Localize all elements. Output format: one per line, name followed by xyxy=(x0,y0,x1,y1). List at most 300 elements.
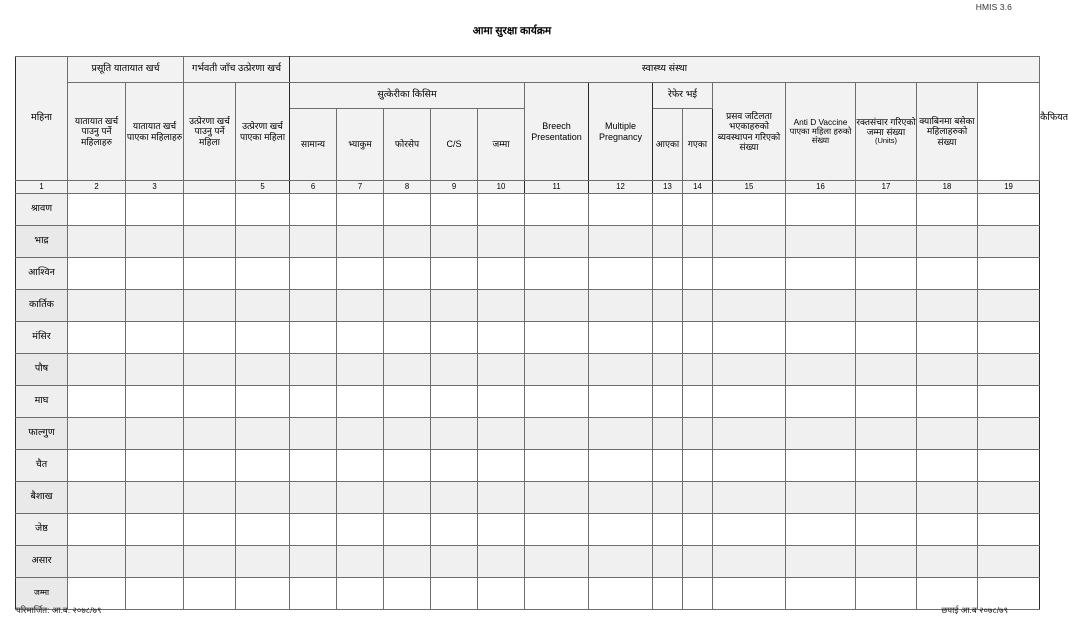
data-cell[interactable] xyxy=(683,546,713,578)
data-cell[interactable] xyxy=(236,194,290,226)
data-cell[interactable] xyxy=(713,354,786,386)
header-anc-incentive-cost: गर्भवती जाँच उत्प्रेरणा खर्च xyxy=(184,57,290,83)
data-cell[interactable] xyxy=(653,194,683,226)
header-col-13: आएका xyxy=(653,109,683,181)
colnum-11: 11 xyxy=(525,181,589,194)
data-cell[interactable] xyxy=(236,386,290,418)
data-cell[interactable] xyxy=(236,482,290,514)
data-cell[interactable] xyxy=(431,354,478,386)
data-cell[interactable] xyxy=(856,258,917,290)
data-cell[interactable] xyxy=(917,386,978,418)
data-cell[interactable] xyxy=(786,514,856,546)
data-cell[interactable] xyxy=(653,450,683,482)
data-cell[interactable] xyxy=(589,194,653,226)
data-cell[interactable] xyxy=(786,290,856,322)
data-cell[interactable] xyxy=(978,194,1040,226)
header-col-4: उत्प्रेरणा खर्च पाउनु पर्ने महिला xyxy=(184,83,236,181)
data-cell[interactable] xyxy=(478,226,525,258)
data-cell[interactable] xyxy=(184,546,236,578)
data-cell[interactable] xyxy=(184,578,236,610)
data-cell[interactable] xyxy=(68,482,126,514)
data-cell[interactable] xyxy=(290,322,337,354)
data-cell[interactable] xyxy=(786,578,856,610)
data-cell[interactable] xyxy=(683,354,713,386)
data-cell[interactable] xyxy=(478,194,525,226)
data-cell[interactable] xyxy=(337,226,384,258)
data-cell[interactable] xyxy=(589,514,653,546)
data-cell[interactable] xyxy=(713,578,786,610)
data-cell[interactable] xyxy=(337,418,384,450)
data-cell[interactable] xyxy=(589,322,653,354)
table-row xyxy=(16,354,1040,386)
data-cell[interactable] xyxy=(384,258,431,290)
data-cell[interactable] xyxy=(653,290,683,322)
data-cell[interactable] xyxy=(525,514,589,546)
data-cell[interactable] xyxy=(525,290,589,322)
table-row xyxy=(16,578,1040,610)
colnum-12: 12 xyxy=(589,181,653,194)
data-cell[interactable] xyxy=(653,482,683,514)
data-cell[interactable] xyxy=(713,482,786,514)
data-cell[interactable] xyxy=(713,450,786,482)
data-cell[interactable] xyxy=(236,578,290,610)
data-cell[interactable] xyxy=(478,386,525,418)
data-cell[interactable] xyxy=(337,354,384,386)
colnum-3: 3 xyxy=(126,181,184,194)
colnum-19: 19 xyxy=(978,181,1040,194)
header-col-17-label: रक्तसंचार गरिएको जम्मा संख्या xyxy=(856,117,916,138)
data-cell[interactable] xyxy=(184,386,236,418)
data-cell[interactable] xyxy=(290,514,337,546)
data-cell[interactable] xyxy=(236,514,290,546)
data-cell[interactable] xyxy=(713,194,786,226)
data-cell[interactable] xyxy=(337,578,384,610)
row-label: बैशाख xyxy=(16,482,68,514)
data-cell[interactable] xyxy=(978,322,1040,354)
data-cell[interactable] xyxy=(786,546,856,578)
data-cell[interactable] xyxy=(589,354,653,386)
header-col-10: जम्मा xyxy=(478,109,525,181)
data-cell[interactable] xyxy=(290,482,337,514)
data-cell[interactable] xyxy=(337,386,384,418)
data-cell[interactable] xyxy=(786,226,856,258)
row-label: कार्तिक xyxy=(16,290,68,322)
table-row xyxy=(16,514,1040,546)
data-cell[interactable] xyxy=(525,546,589,578)
data-cell[interactable] xyxy=(478,354,525,386)
data-cell[interactable] xyxy=(290,354,337,386)
colnum-16: 16 xyxy=(786,181,856,194)
data-cell[interactable] xyxy=(589,226,653,258)
data-cell[interactable] xyxy=(337,194,384,226)
data-cell[interactable] xyxy=(786,322,856,354)
table-row xyxy=(16,258,1040,290)
header-col-9: C/S xyxy=(431,109,478,181)
data-cell[interactable] xyxy=(337,290,384,322)
data-cell[interactable] xyxy=(978,450,1040,482)
data-cell[interactable] xyxy=(478,322,525,354)
data-cell[interactable] xyxy=(126,290,184,322)
data-cell[interactable] xyxy=(126,450,184,482)
header-group-row-2 xyxy=(16,83,1040,109)
row-label: श्रावण xyxy=(16,194,68,226)
data-cell[interactable] xyxy=(384,578,431,610)
data-cell[interactable] xyxy=(478,546,525,578)
data-cell[interactable] xyxy=(917,226,978,258)
data-cell[interactable] xyxy=(184,194,236,226)
data-cell[interactable] xyxy=(978,226,1040,258)
data-cell[interactable] xyxy=(290,450,337,482)
form-table-container xyxy=(15,56,1068,610)
data-cell[interactable] xyxy=(856,290,917,322)
data-cell[interactable] xyxy=(126,546,184,578)
data-cell[interactable] xyxy=(917,450,978,482)
data-cell[interactable] xyxy=(290,386,337,418)
data-cell[interactable] xyxy=(917,322,978,354)
table-row xyxy=(16,450,1040,482)
data-cell[interactable] xyxy=(653,418,683,450)
data-cell[interactable] xyxy=(653,258,683,290)
data-cell[interactable] xyxy=(683,482,713,514)
data-cell[interactable] xyxy=(713,226,786,258)
data-cell[interactable] xyxy=(713,418,786,450)
data-cell[interactable] xyxy=(589,258,653,290)
header-col-8: फोरसेप xyxy=(384,109,431,181)
row-label: असार xyxy=(16,546,68,578)
data-cell[interactable] xyxy=(126,578,184,610)
data-cell[interactable] xyxy=(184,354,236,386)
data-cell[interactable] xyxy=(337,546,384,578)
data-cell[interactable] xyxy=(917,514,978,546)
data-cell[interactable] xyxy=(126,418,184,450)
data-cell[interactable] xyxy=(683,578,713,610)
data-cell[interactable] xyxy=(431,322,478,354)
table-row xyxy=(16,290,1040,322)
data-cell[interactable] xyxy=(337,322,384,354)
data-cell[interactable] xyxy=(978,290,1040,322)
data-cell[interactable] xyxy=(856,546,917,578)
table-body xyxy=(16,194,1040,610)
data-cell[interactable] xyxy=(236,418,290,450)
header-health-institution: स्वास्थ्य संस्था xyxy=(290,57,1040,83)
data-cell[interactable] xyxy=(917,258,978,290)
data-cell[interactable] xyxy=(653,386,683,418)
data-cell[interactable] xyxy=(184,450,236,482)
data-cell[interactable] xyxy=(917,354,978,386)
data-cell[interactable] xyxy=(68,290,126,322)
data-cell[interactable] xyxy=(478,418,525,450)
data-cell[interactable] xyxy=(525,322,589,354)
data-cell[interactable] xyxy=(786,194,856,226)
data-cell[interactable] xyxy=(478,514,525,546)
data-cell[interactable] xyxy=(184,226,236,258)
data-cell[interactable] xyxy=(589,290,653,322)
header-col-11: Breech Presentation xyxy=(525,83,589,181)
data-cell[interactable] xyxy=(68,354,126,386)
data-cell[interactable] xyxy=(525,194,589,226)
footer-print-note: छपाई आ.ब २०७८/७९ xyxy=(941,605,1008,615)
data-cell[interactable] xyxy=(978,546,1040,578)
data-cell[interactable] xyxy=(184,418,236,450)
header-col-14: गएका xyxy=(683,109,713,181)
data-cell[interactable] xyxy=(978,418,1040,450)
data-cell[interactable] xyxy=(589,578,653,610)
data-cell[interactable] xyxy=(290,290,337,322)
colnum-10: 10 xyxy=(478,181,525,194)
data-cell[interactable] xyxy=(290,546,337,578)
data-cell[interactable] xyxy=(290,194,337,226)
mother-safety-program-table xyxy=(15,56,1068,610)
data-cell[interactable] xyxy=(431,290,478,322)
data-cell[interactable] xyxy=(478,450,525,482)
colnum-4 xyxy=(184,181,236,194)
data-cell[interactable] xyxy=(683,514,713,546)
data-cell[interactable] xyxy=(478,258,525,290)
data-cell[interactable] xyxy=(683,290,713,322)
data-cell[interactable] xyxy=(236,322,290,354)
data-cell[interactable] xyxy=(683,418,713,450)
data-cell[interactable] xyxy=(290,578,337,610)
data-cell[interactable] xyxy=(683,226,713,258)
header-col-7: भ्याकुम xyxy=(337,109,384,181)
data-cell[interactable] xyxy=(525,578,589,610)
data-cell[interactable] xyxy=(856,354,917,386)
data-cell[interactable] xyxy=(384,290,431,322)
data-cell[interactable] xyxy=(236,226,290,258)
data-cell[interactable] xyxy=(525,386,589,418)
data-cell[interactable] xyxy=(525,450,589,482)
data-cell[interactable] xyxy=(713,290,786,322)
table-row xyxy=(16,386,1040,418)
header-col-5: उत्प्रेरणा खर्च पाएका महिला xyxy=(236,83,290,181)
data-cell[interactable] xyxy=(126,514,184,546)
colnum-5: 5 xyxy=(236,181,290,194)
data-cell[interactable] xyxy=(786,258,856,290)
data-cell[interactable] xyxy=(653,546,683,578)
data-cell[interactable] xyxy=(856,386,917,418)
data-cell[interactable] xyxy=(184,258,236,290)
row-label: मंसिर xyxy=(16,322,68,354)
data-cell[interactable] xyxy=(683,258,713,290)
data-cell[interactable] xyxy=(713,386,786,418)
data-cell[interactable] xyxy=(856,450,917,482)
data-cell[interactable] xyxy=(337,514,384,546)
data-cell[interactable] xyxy=(478,482,525,514)
data-cell[interactable] xyxy=(978,482,1040,514)
data-cell[interactable] xyxy=(431,226,478,258)
header-delivery-type: सुत्केरीका किसिम xyxy=(290,83,525,109)
data-cell[interactable] xyxy=(236,290,290,322)
data-cell[interactable] xyxy=(786,418,856,450)
data-cell[interactable] xyxy=(337,258,384,290)
data-cell[interactable] xyxy=(978,386,1040,418)
data-cell[interactable] xyxy=(68,450,126,482)
header-col-6: सामान्य xyxy=(290,109,337,181)
data-cell[interactable] xyxy=(713,258,786,290)
colnum-13: 13 xyxy=(653,181,683,194)
header-group-row-1: महिना प्रसूति यातायात खर्च गर्भवती जाँच उत्प्रेरणा खर्च स्वास्थ्य संस्था कैफियत xyxy=(16,57,1040,83)
header-delivery-transport-cost: प्रसूति यातायात खर्च xyxy=(68,57,184,83)
data-cell[interactable] xyxy=(384,482,431,514)
data-cell[interactable] xyxy=(589,386,653,418)
data-cell[interactable] xyxy=(126,386,184,418)
data-cell[interactable] xyxy=(236,354,290,386)
data-cell[interactable] xyxy=(384,322,431,354)
header-col-17 xyxy=(856,83,917,181)
data-cell[interactable] xyxy=(978,258,1040,290)
data-cell[interactable] xyxy=(68,258,126,290)
data-cell[interactable] xyxy=(589,418,653,450)
colnum-17: 17 xyxy=(856,181,917,194)
data-cell[interactable] xyxy=(856,194,917,226)
data-cell[interactable] xyxy=(126,194,184,226)
data-cell[interactable] xyxy=(184,514,236,546)
header-col-3: यातायात खर्च पाएका महिलाहरु xyxy=(126,83,184,181)
data-cell[interactable] xyxy=(713,322,786,354)
data-cell[interactable] xyxy=(126,482,184,514)
data-cell[interactable] xyxy=(68,418,126,450)
colnum-14: 14 xyxy=(683,181,713,194)
table-row xyxy=(16,418,1040,450)
data-cell[interactable] xyxy=(856,482,917,514)
colnum-9: 9 xyxy=(431,181,478,194)
table-row xyxy=(16,546,1040,578)
header-col-12: Multiple Pregnancy xyxy=(589,83,653,181)
data-cell[interactable] xyxy=(337,450,384,482)
data-cell[interactable] xyxy=(184,322,236,354)
data-cell[interactable] xyxy=(184,482,236,514)
data-cell[interactable] xyxy=(653,226,683,258)
data-cell[interactable] xyxy=(856,418,917,450)
data-cell[interactable] xyxy=(68,322,126,354)
data-cell[interactable] xyxy=(431,450,478,482)
data-cell[interactable] xyxy=(384,546,431,578)
data-cell[interactable] xyxy=(126,322,184,354)
data-cell[interactable] xyxy=(126,258,184,290)
data-cell[interactable] xyxy=(290,226,337,258)
data-cell[interactable] xyxy=(786,482,856,514)
data-cell[interactable] xyxy=(856,514,917,546)
colnum-7: 7 xyxy=(337,181,384,194)
data-cell[interactable] xyxy=(126,226,184,258)
row-label: पौष xyxy=(16,354,68,386)
header-referred: रेफेर भई xyxy=(653,83,713,109)
footer-revision-note: परिमार्जित: आ.ब. २०७८/७९ xyxy=(16,605,102,615)
data-cell[interactable] xyxy=(683,194,713,226)
data-cell[interactable] xyxy=(184,290,236,322)
data-cell[interactable] xyxy=(856,226,917,258)
colnum-18: 18 xyxy=(917,181,978,194)
data-cell[interactable] xyxy=(68,226,126,258)
data-cell[interactable] xyxy=(589,482,653,514)
colnum-8: 8 xyxy=(384,181,431,194)
header-col-16: Anti D Vaccine पाएका महिला हरुको संख्या xyxy=(786,83,856,181)
data-cell[interactable] xyxy=(290,418,337,450)
data-cell[interactable] xyxy=(384,354,431,386)
data-cell[interactable] xyxy=(653,578,683,610)
data-cell[interactable] xyxy=(525,226,589,258)
data-cell[interactable] xyxy=(786,450,856,482)
data-cell[interactable] xyxy=(236,258,290,290)
data-cell[interactable] xyxy=(786,386,856,418)
data-cell[interactable] xyxy=(384,226,431,258)
data-cell[interactable] xyxy=(236,450,290,482)
data-cell[interactable] xyxy=(431,194,478,226)
data-cell[interactable] xyxy=(525,418,589,450)
data-cell[interactable] xyxy=(683,322,713,354)
page-title: आमा सुरक्षा कार्यक्रम xyxy=(472,25,552,37)
data-cell[interactable] xyxy=(384,386,431,418)
data-cell[interactable] xyxy=(337,482,384,514)
data-cell[interactable] xyxy=(653,322,683,354)
colnum-6: 6 xyxy=(290,181,337,194)
data-cell[interactable] xyxy=(68,194,126,226)
data-cell[interactable] xyxy=(856,322,917,354)
data-cell[interactable] xyxy=(126,354,184,386)
column-number-row xyxy=(16,181,1040,194)
header-col-2: यातायात खर्च पाउनु पर्ने महिलाहरु xyxy=(68,83,126,181)
data-cell[interactable] xyxy=(431,546,478,578)
data-cell[interactable] xyxy=(478,578,525,610)
data-cell[interactable] xyxy=(856,578,917,610)
data-cell[interactable] xyxy=(713,546,786,578)
data-cell[interactable] xyxy=(713,514,786,546)
data-cell[interactable] xyxy=(786,354,856,386)
row-label: जेष्ठ xyxy=(16,514,68,546)
data-cell[interactable] xyxy=(917,482,978,514)
data-cell[interactable] xyxy=(68,386,126,418)
data-cell[interactable] xyxy=(431,418,478,450)
data-cell[interactable] xyxy=(68,546,126,578)
data-cell[interactable] xyxy=(978,354,1040,386)
data-cell[interactable] xyxy=(978,514,1040,546)
data-cell[interactable] xyxy=(917,546,978,578)
data-cell[interactable] xyxy=(290,258,337,290)
data-cell[interactable] xyxy=(917,418,978,450)
data-cell[interactable] xyxy=(431,514,478,546)
data-cell[interactable] xyxy=(653,514,683,546)
header-col-18: क्याबिनमा बसेका महिलाहरुको संख्या xyxy=(917,83,978,181)
data-cell[interactable] xyxy=(589,450,653,482)
data-cell[interactable] xyxy=(589,546,653,578)
data-cell[interactable] xyxy=(917,194,978,226)
data-cell[interactable] xyxy=(384,418,431,450)
data-cell[interactable] xyxy=(431,482,478,514)
data-cell[interactable] xyxy=(683,450,713,482)
colnum-15: 15 xyxy=(713,181,786,194)
data-cell[interactable] xyxy=(68,514,126,546)
data-cell[interactable] xyxy=(525,258,589,290)
data-cell[interactable] xyxy=(683,386,713,418)
data-cell[interactable] xyxy=(236,546,290,578)
data-cell[interactable] xyxy=(431,578,478,610)
data-cell[interactable] xyxy=(431,386,478,418)
data-cell[interactable] xyxy=(525,354,589,386)
data-cell[interactable] xyxy=(384,450,431,482)
data-cell[interactable] xyxy=(431,258,478,290)
data-cell[interactable] xyxy=(525,482,589,514)
data-cell[interactable] xyxy=(384,514,431,546)
header-col-17-unit: (Units) xyxy=(874,136,898,146)
data-cell[interactable] xyxy=(653,354,683,386)
table-row xyxy=(16,322,1040,354)
row-label: माघ xyxy=(16,386,68,418)
row-label: आश्विन xyxy=(16,258,68,290)
data-cell[interactable] xyxy=(478,290,525,322)
data-cell[interactable] xyxy=(917,290,978,322)
data-cell[interactable] xyxy=(384,194,431,226)
row-label: चैत xyxy=(16,450,68,482)
